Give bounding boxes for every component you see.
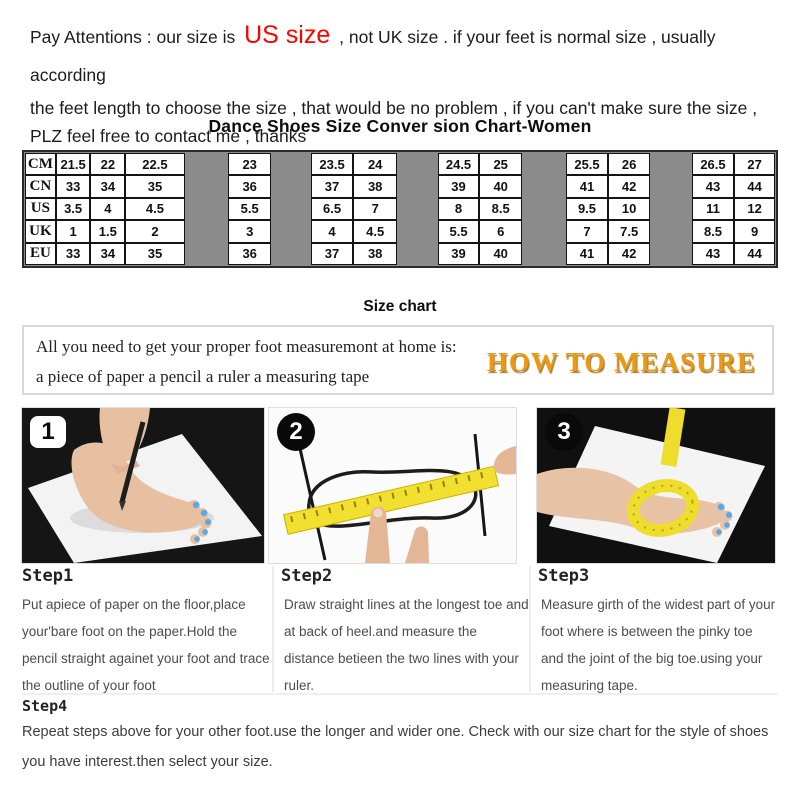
step4-description: Repeat steps above for your other foot.use the longer and wider one. Check with our size chart for the style of shoes you have interest.then select your size. (22, 724, 769, 770)
notice-line-3: PLZ feel free to contact me , thanks (30, 126, 307, 146)
table-cell: 22.5 (125, 153, 185, 175)
table-row-label: UK (25, 220, 56, 242)
step1-badge: 1 (30, 416, 66, 448)
table-spacer (650, 175, 692, 197)
table-cell: 21.5 (56, 153, 91, 175)
table-spacer (397, 220, 438, 242)
table-cell: 34 (90, 175, 125, 197)
table-cell: 38 (353, 175, 397, 197)
how-to-measure-box (22, 325, 774, 395)
table-cell: 37 (311, 175, 354, 197)
table-spacer (522, 175, 566, 197)
notice-line-2: the feet length to choose the size , that would be no problem , if you can't make sure the size , (30, 98, 758, 118)
table-cell: 23 (228, 153, 271, 175)
table-cell: 26 (608, 153, 650, 175)
step2-description: Draw straight lines at the longest toe and at back of heel.and measure the distance betieen the two lines with your ruler. (284, 597, 529, 693)
table-row-label: CM (25, 153, 56, 175)
step4-text-block (22, 697, 780, 777)
step3-description: Measure girth of the widest part of your foot where is between the pinky toe and the joint of the big toe.using your measuring tape. (541, 597, 776, 693)
table-cell: 39 (438, 175, 480, 197)
step1-photo-panel (21, 407, 265, 564)
table-spacer (522, 220, 566, 242)
table-spacer (185, 220, 229, 242)
table-spacer (185, 153, 229, 175)
step2-photo-panel (268, 407, 517, 564)
table-cell: 24.5 (438, 153, 480, 175)
table-cell: 23.5 (311, 153, 354, 175)
table-cell: 11 (692, 198, 735, 220)
how-to-measure-text: HOW TO MEASURE (486, 347, 756, 377)
section-divider (22, 693, 778, 695)
table-cell: 35 (125, 175, 185, 197)
step1-text-block (22, 566, 274, 692)
table-cell: 25.5 (566, 153, 609, 175)
table-spacer (650, 153, 692, 175)
step2-heading: Step2 (281, 566, 333, 586)
table-cell: 6.5 (311, 198, 354, 220)
table-cell: 37 (311, 243, 354, 265)
table-cell: 5.5 (438, 220, 480, 242)
notice-line-1 (30, 16, 782, 94)
table-cell: 7 (353, 198, 397, 220)
table-cell: 33 (56, 243, 91, 265)
table-cell: 26.5 (692, 153, 735, 175)
table-cell: 41 (566, 243, 609, 265)
table-cell: 24 (353, 153, 397, 175)
notice-line1-prefix: Pay Attentions : our size is (30, 27, 236, 47)
table-cell: 1.5 (90, 220, 125, 242)
table-cell: 8.5 (479, 198, 522, 220)
table-spacer (271, 220, 311, 242)
table-spacer (271, 243, 311, 265)
table-spacer (271, 153, 311, 175)
table-spacer (650, 220, 692, 242)
table-cell: 2 (125, 220, 185, 242)
measure-intro-line-2: a piece of paper a pencil a ruler a measuring tape (36, 367, 370, 386)
step3-badge: 3 (545, 413, 583, 451)
table-spacer (397, 243, 438, 265)
table-cell: 9 (734, 220, 775, 242)
table-cell: 4 (90, 198, 125, 220)
table-spacer (271, 175, 311, 197)
table-spacer (397, 153, 438, 175)
us-size-highlight: US size (244, 21, 331, 49)
step2-text-block (281, 566, 531, 692)
table-cell: 42 (608, 243, 650, 265)
table-row-label: EU (25, 243, 56, 265)
table-cell: 3 (228, 220, 271, 242)
step3-heading: Step3 (538, 566, 590, 586)
table-cell: 39 (438, 243, 480, 265)
table-cell: 36 (228, 243, 271, 265)
table-cell: 4.5 (353, 220, 397, 242)
table-cell: 5.5 (228, 198, 271, 220)
table-spacer (185, 243, 229, 265)
step4-heading: Step4 (22, 697, 68, 715)
size-conversion-title: Dance Shoes Size Conver sion Chart-Women (208, 116, 592, 136)
table-cell: 40 (479, 243, 522, 265)
table-cell: 22 (90, 153, 125, 175)
table-cell: 8.5 (692, 220, 735, 242)
table-cell: 44 (734, 243, 775, 265)
table-cell: 6 (479, 220, 522, 242)
size-chart-heading: Size chart (363, 298, 437, 315)
notice-line1-suffix: , not UK size . if your feet is normal size , usually according (30, 27, 716, 85)
table-cell: 38 (353, 243, 397, 265)
table-spacer (397, 198, 438, 220)
table-cell: 42 (608, 175, 650, 197)
table-cell: 35 (125, 243, 185, 265)
table-cell: 44 (734, 175, 775, 197)
table-cell: 34 (90, 243, 125, 265)
table-cell: 7 (566, 220, 609, 242)
table-spacer (185, 175, 229, 197)
table-cell: 10 (608, 198, 650, 220)
table-cell: 27 (734, 153, 775, 175)
table-spacer (650, 243, 692, 265)
step3-photo-panel (536, 407, 776, 564)
table-cell: 4 (311, 220, 354, 242)
table-cell: 41 (566, 175, 609, 197)
table-row-label: US (25, 198, 56, 220)
step3-text-block (538, 566, 778, 692)
table-cell: 36 (228, 175, 271, 197)
table-cell: 33 (56, 175, 91, 197)
table-row-label: CN (25, 175, 56, 197)
table-cell: 43 (692, 243, 735, 265)
table-spacer (650, 198, 692, 220)
table-cell: 3.5 (56, 198, 91, 220)
table-cell: 9.5 (566, 198, 609, 220)
table-spacer (522, 198, 566, 220)
table-cell: 25 (479, 153, 522, 175)
step2-badge: 2 (277, 413, 315, 451)
table-cell: 12 (734, 198, 775, 220)
table-cell: 7.5 (608, 220, 650, 242)
table-spacer (522, 153, 566, 175)
table-cell: 40 (479, 175, 522, 197)
table-cell: 1 (56, 220, 91, 242)
table-spacer (271, 198, 311, 220)
table-cell: 8 (438, 198, 480, 220)
step1-description: Put apiece of paper on the floor,place your'bare foot on the paper.Hold the pencil straight againet your foot and trace the outline of your foot (22, 597, 270, 693)
table-spacer (185, 198, 229, 220)
step1-heading: Step1 (22, 566, 74, 586)
table-spacer (522, 243, 566, 265)
measure-intro-line-1: All you need to get your proper foot measuremont at home is: (36, 337, 457, 356)
table-cell: 43 (692, 175, 735, 197)
measure-intro-text (36, 332, 457, 392)
table-cell: 4.5 (125, 198, 185, 220)
size-conversion-table (22, 150, 778, 268)
table-spacer (397, 175, 438, 197)
